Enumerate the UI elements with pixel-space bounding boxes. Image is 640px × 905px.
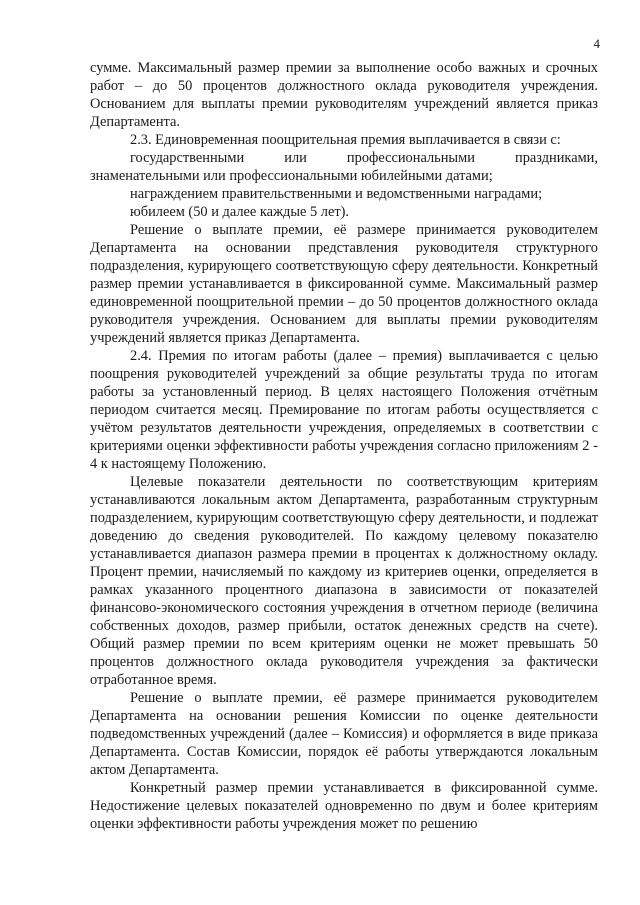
paragraph-list-item-holidays: государственными или профессиональными праздниками, знаменательными или профессиональными юбилейными датами; — [90, 150, 598, 184]
paragraph-commission-decision: Решение о выплате премии, её размере принимается руководителем Департамента на основании решения Комиссии по оценке деятельности подведомственных учреждений (далее – Комиссия) и оформляется в виде приказа Департамента. Состав Комиссии, порядок её работы утверждаются локальным актом Департамента. — [90, 690, 598, 778]
paragraph-list-item-awards: награждением правительственными и ведомственными наградами; — [130, 186, 543, 202]
page-number: 4 — [593, 36, 600, 51]
document-body — [90, 59, 598, 833]
paragraph-list-item-jubilee: юбилеем (50 и далее каждые 5 лет). — [130, 204, 350, 220]
paragraph-target-indicators: Целевые показатели деятельности по соответствующим критериям устанавливаются локальным актом Департамента, разработанным структурным подразделением, курирующим соответствующую сферу деятельности, и подлежат доведению до сведения руководителей. По каждому целевому показателю устанавливается диапазон размера премии в процентах к должностному окладу. Процент премии, начисляемый по каждому из критериев оценки, определяется в рамках указанного процентного диапазона в зависимости от показателей финансово-экономического состояния учреждения в отчетном периоде (величина собственных доходов, размер прибыли, остаток денежных средств на счете). Общий размер премии по всем критериям оценки не может превышать 50 процентов должностного оклада руководителя учреждения за фактически отработанное время. — [90, 474, 598, 688]
paragraph-2-3-heading: 2.3. Единовременная поощрительная премия выплачивается в связи с: — [130, 132, 561, 148]
paragraph-continuation: сумме. Максимальный размер премии за выполнение особо важных и срочных работ – до 50 процентов должностного оклада руководителя учреждения. Основанием для выплаты премии руководителям учреждений является приказ Департамента. — [90, 60, 598, 130]
paragraph-fixed-amount: Конкретный размер премии устанавливается в фиксированной сумме. Недостижение целевых показателей одновременно по двум и более критериям оценки эффективности работы учреждения может по решению — [90, 780, 598, 832]
paragraph-decision-one-time-bonus: Решение о выплате премии, её размере принимается руководителем Департамента на основании представления руководителя структурного подразделения, курирующего соответствующую сферу деятельности. Конкретный размер премии устанавливается в фиксированной сумме. Максимальный размер единовременной поощрительной премии – до 50 процентов должностного оклада руководителя учреждения. Основанием для выплаты премии руководителям учреждений является приказ Департамента. — [90, 222, 598, 346]
paragraph-2-4-results-bonus: 2.4. Премия по итогам работы (далее – премия) выплачивается с целью поощрения руководителей учреждений за общие результаты труда по итогам работы за установленный период. В целях настоящего Положения отчётным периодом считается месяц. Премирование по итогам работы осуществляется с учётом результатов деятельности учреждения, определяемых в соответствии с критериями оценки эффективности работы учреждения согласно приложениям 2 - 4 к настоящему Положению. — [90, 348, 598, 472]
